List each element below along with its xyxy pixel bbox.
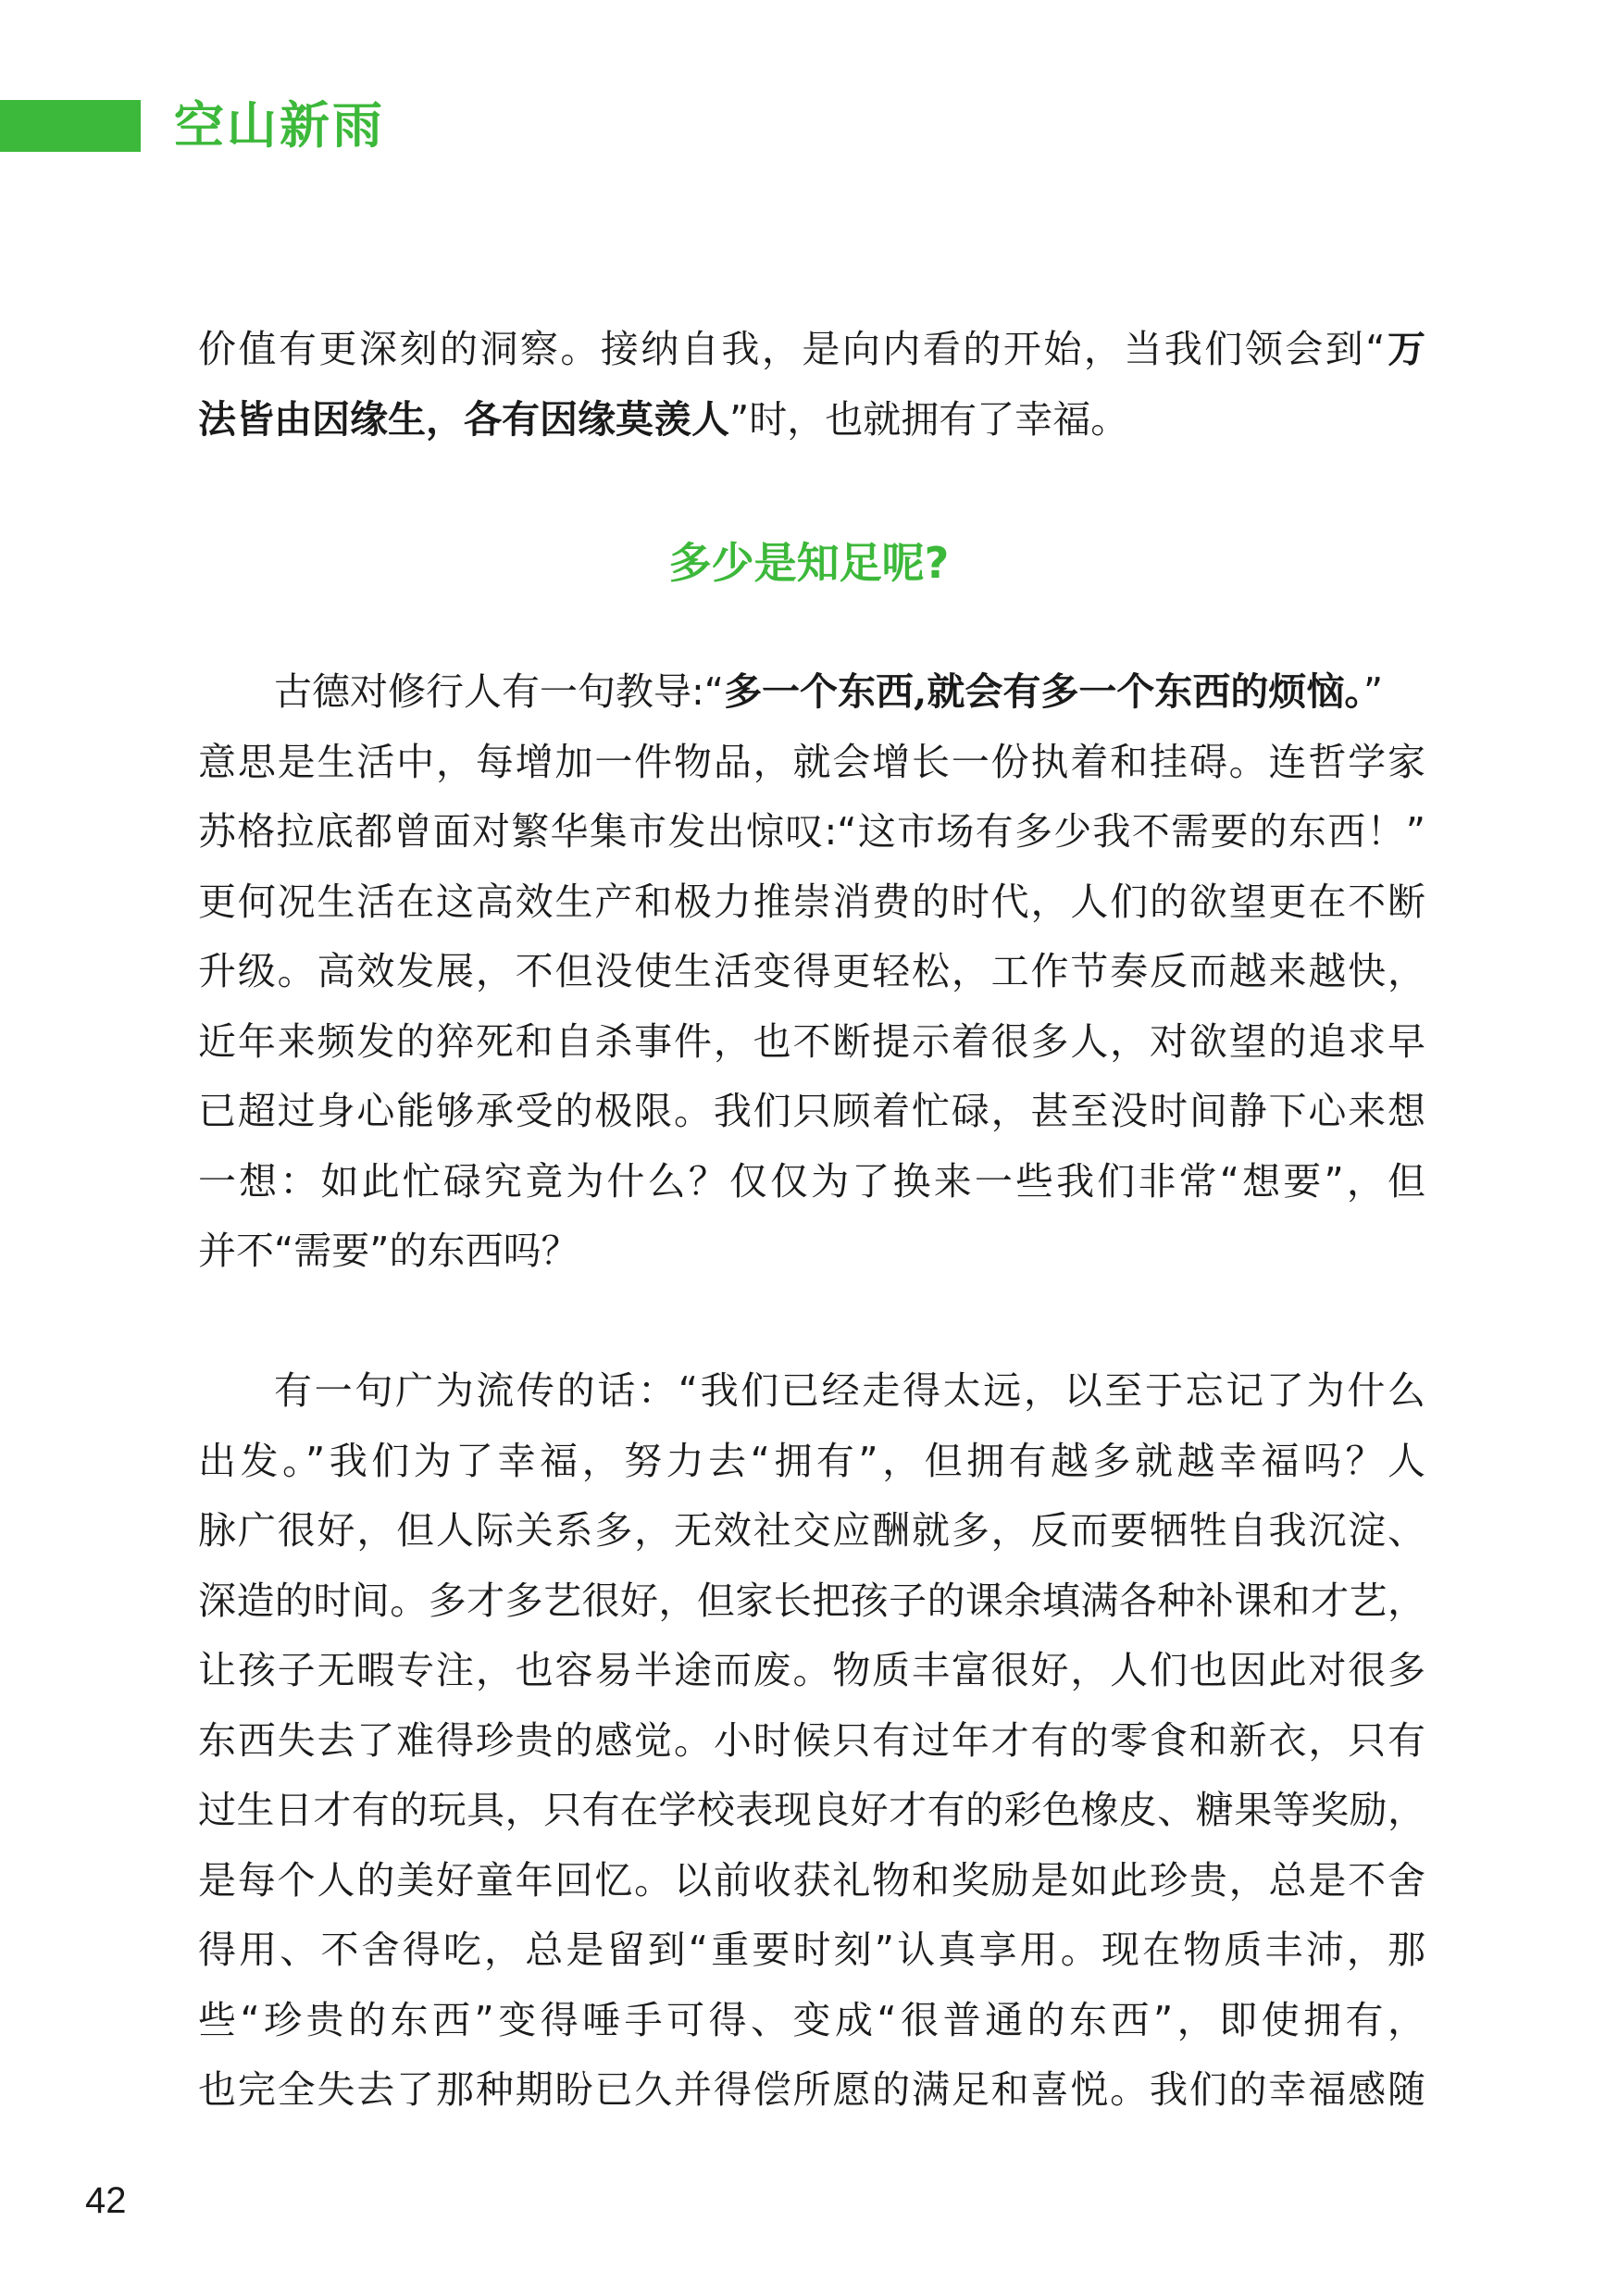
intro-line-2: 法皆由因缘生，各有因缘莫羡人”时，也就拥有了幸福。 [198, 396, 1129, 442]
intro-paragraph [198, 315, 1425, 455]
paragraph-line: 些“珍贵的东西”变得唾手可得、变成“很普通的东西”，即使拥有， [198, 1997, 1425, 2042]
paragraph-line: 过生日才有的玩具，只有在学校表现良好才有的彩色橡皮、糖果等奖励， [198, 1788, 1425, 1832]
paragraph-line: 一想：如此忙碌究竟为什么？仅仅为了换来一些我们非常“想要”，但 [198, 1158, 1425, 1204]
paragraph-1 [198, 657, 1425, 1287]
paragraph-line: 也完全失去了那种期盼已久并得偿所愿的满足和喜悦。我们的幸福感随 [198, 2067, 1425, 2112]
paragraph-line: 近年来频发的猝死和自杀事件，也不断提示着很多人，对欲望的追求早 [198, 1018, 1425, 1064]
page-number: 42 [85, 2180, 127, 2221]
paragraph-line: 意思是生活中，每增加一件物品，就会增长一份执着和挂碍。连哲学家 [198, 739, 1425, 784]
paragraph-line: 有一句广为流传的话：“我们已经走得太远，以至于忘记了为什么 [274, 1368, 1425, 1413]
paragraph-line: 得用、不舍得吃，总是留到“重要时刻”认真享用。现在物质丰沛，那 [198, 1928, 1425, 1972]
paragraph-line: 已超过身心能够承受的极限。我们只顾着忙碌，甚至没时间静下心来想 [198, 1089, 1425, 1133]
paragraph-line: 升级。高效发展，不但没使生活变得更轻松，工作节奏反而越来越快， [198, 949, 1425, 993]
paragraph-line: 东西失去了难得珍贵的感觉。小时候只有过年才有的零食和新衣，只有 [198, 1717, 1425, 1763]
paragraph-line: 脉广很好，但人际关系多，无效社交应酬就多，反而要牺牲自我沉淀、 [198, 1508, 1425, 1553]
paragraph-line: 深造的时间。多才多艺很好，但家长把孩子的课余填满各种补课和才艺， [198, 1578, 1425, 1623]
quote-text: 法皆由因缘生，各有因缘莫羡人 [198, 396, 729, 442]
header-accent-bar [0, 100, 141, 152]
quote-text: 万 [1385, 327, 1425, 371]
paragraph-line: 苏格拉底都曾面对繁华集市发出惊叹:“这市场有多少我不需要的东西！” [198, 809, 1425, 854]
paragraph-2 [198, 1356, 1425, 2126]
section-heading: 多少是知足呢? [668, 538, 950, 588]
running-header-title: 空山新雨 [174, 96, 385, 155]
paragraph-line: 并不“需要”的东西吗？ [198, 1229, 579, 1273]
paragraph-line: 出发。”我们为了幸福，努力去“拥有”，但拥有越多就越幸福吗？人 [198, 1438, 1425, 1483]
paragraph-line: 是每个人的美好童年回忆。以前收获礼物和奖励是如此珍贵，总是不舍 [198, 1857, 1425, 1903]
quote-text: 多一个东西,就会有多一个东西的烦恼。 [724, 669, 1363, 714]
paragraph-line: 更何况生活在这高效生产和极力推崇消费的时代，人们的欲望更在不断 [198, 879, 1425, 924]
paragraph-line: 古德对修行人有一句教导:“多一个东西,就会有多一个东西的烦恼。” [274, 669, 1384, 714]
paragraph-line: 让孩子无暇专注，也容易半途而废。物质丰富很好，人们也因此对很多 [198, 1648, 1425, 1692]
intro-line-1: 价值有更深刻的洞察。接纳自我，是向内看的开始，当我们领会到“万 [198, 327, 1425, 371]
